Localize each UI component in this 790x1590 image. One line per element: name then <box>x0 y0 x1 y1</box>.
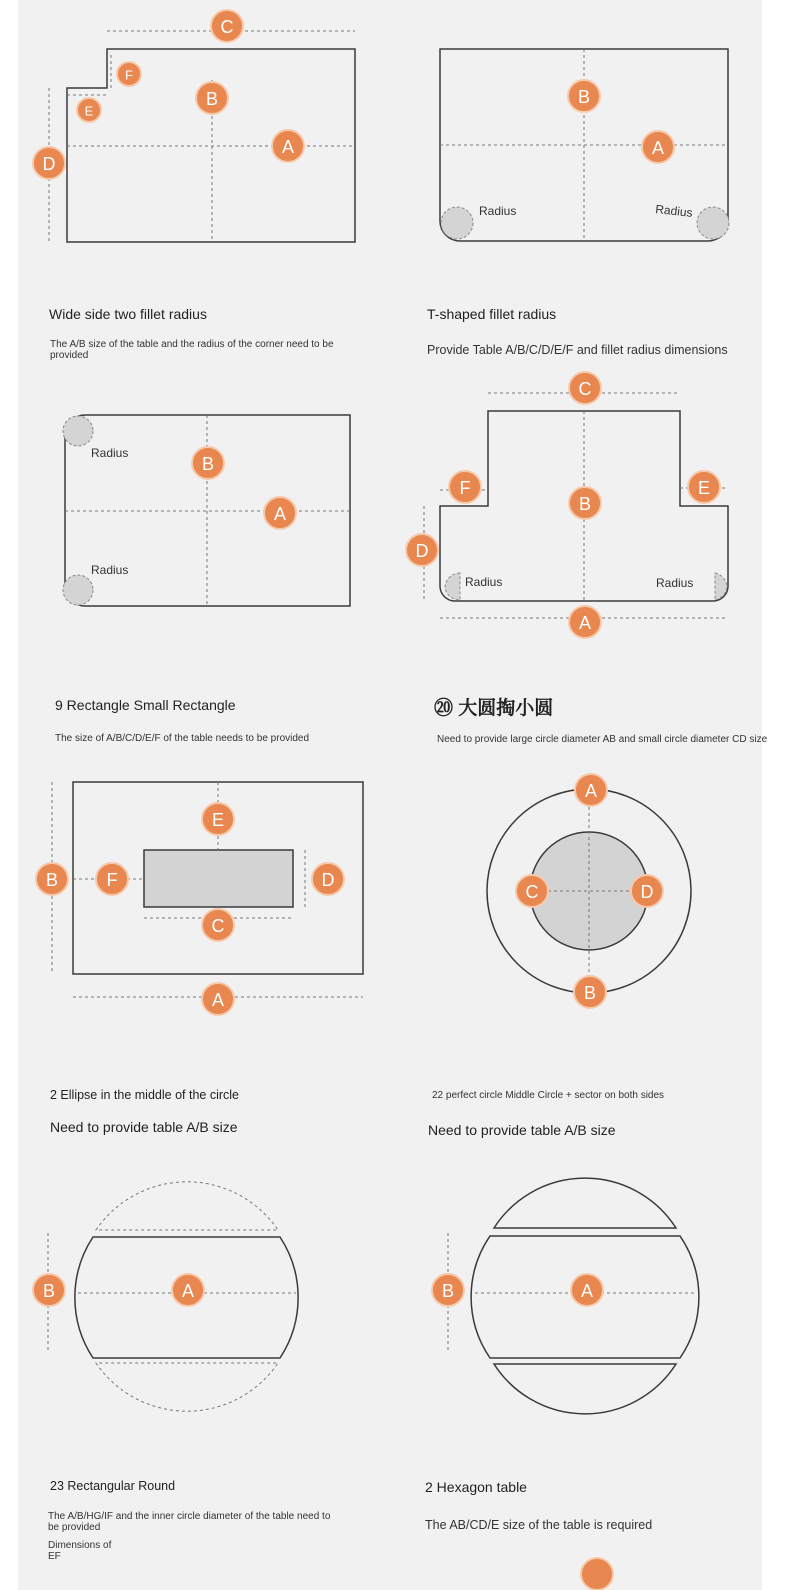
caption-extra: Dimensions of EF <box>48 1540 112 1562</box>
badge-a <box>569 606 601 638</box>
badge-a <box>642 131 674 163</box>
badge-label: E <box>697 478 711 498</box>
caption-desc: Need to provide table A/B size <box>428 1122 616 1138</box>
top-sector <box>96 1182 278 1230</box>
top-sector <box>494 1178 676 1228</box>
caption-title: 2 Ellipse in the middle of the circle <box>50 1088 239 1102</box>
badge-e <box>688 471 720 503</box>
badge-a <box>272 130 304 162</box>
caption-desc: Need to provide large circle diameter AB and small circle diameter CD size <box>437 734 768 745</box>
diagram-t-shape <box>406 372 728 638</box>
badge-c <box>211 10 243 42</box>
badge-label: A <box>651 138 665 158</box>
badge-label: D <box>415 541 429 561</box>
badge-label: C <box>525 882 539 902</box>
badge-label: A <box>211 990 225 1010</box>
radius-label: Radius <box>91 446 129 460</box>
diagram-wide-side <box>33 10 355 242</box>
diagram-ellipse-circle <box>33 1182 298 1411</box>
diagram-circle-in-circle <box>487 774 691 1008</box>
badge-d <box>631 875 663 907</box>
diagram-circle-sectors <box>432 1178 699 1414</box>
diagram-t-fillet <box>440 49 729 241</box>
badge-label: A <box>281 137 295 157</box>
badge-label: E <box>84 103 94 119</box>
badge-a <box>172 1274 204 1306</box>
badge-a <box>575 774 607 806</box>
radius-label: Radius <box>654 202 694 220</box>
badge-label: B <box>201 454 215 474</box>
caption-title: T-shaped fillet radius <box>427 306 557 322</box>
badge-b <box>432 1274 464 1306</box>
badge-c <box>516 875 548 907</box>
badge-label: B <box>577 87 591 107</box>
radius-label: Radius <box>465 575 503 589</box>
badge-e <box>77 98 101 122</box>
badge-e <box>202 803 234 835</box>
badge-label: F <box>125 67 133 83</box>
caption-title: 2 Hexagon table <box>425 1479 527 1495</box>
badge-d <box>33 147 65 179</box>
badge-c <box>569 372 601 404</box>
caption-desc: The AB/CD/E size of the table is required <box>425 1518 653 1532</box>
caption-title: 22 perfect circle Middle Circle + sector on both sides <box>432 1090 665 1101</box>
badge-label: D <box>42 154 56 174</box>
corner-radius-right <box>697 207 729 239</box>
corner-radius-left <box>441 207 473 239</box>
badge-label: F <box>459 478 471 498</box>
caption-desc: The size of A/B/C/D/E/F of the table needs to be provided <box>55 733 310 744</box>
corner-radius-bottom <box>63 575 93 605</box>
caption-desc: Provide Table A/B/C/D/E/F and fillet radius dimensions <box>427 343 728 357</box>
caption-title: 9 Rectangle Small Rectangle <box>55 697 236 713</box>
caption-desc: The A/B size of the table and the radius of the corner need to be provided <box>50 339 334 361</box>
badge-label: A <box>580 1281 594 1301</box>
bottom-sector <box>96 1363 278 1411</box>
badge-label: B <box>441 1281 455 1301</box>
badge-label: D <box>640 882 654 902</box>
badge-b <box>196 82 228 114</box>
badge-b <box>574 976 606 1008</box>
caption-desc: Need to provide table A/B size <box>50 1119 238 1135</box>
caption-title: 23 Rectangular Round <box>50 1479 176 1493</box>
caption-title: ⑳ 大圆掏小圆 <box>434 698 554 719</box>
badge-f <box>96 863 128 895</box>
badge-label: B <box>42 1281 56 1301</box>
radius-label: Radius <box>91 563 129 577</box>
corner-radius-top <box>63 416 93 446</box>
radius-label: Radius <box>656 576 694 590</box>
badge-label: B <box>45 870 59 890</box>
diagram-rect-small-rect <box>36 782 363 1015</box>
badge-label: B <box>205 89 219 109</box>
badge-label: D <box>321 870 335 890</box>
badge-label: B <box>583 983 597 1003</box>
caption-title: Wide side two fillet radius <box>49 306 207 322</box>
badge-label: E <box>211 810 225 830</box>
badge-label: C <box>211 916 225 936</box>
badge-d <box>312 863 344 895</box>
badge-b <box>569 487 601 519</box>
badge-f <box>449 471 481 503</box>
badge-label: B <box>578 494 592 514</box>
badge-partial <box>581 1558 613 1590</box>
badge-f <box>117 62 141 86</box>
badge-label: A <box>578 613 592 633</box>
badge-b <box>568 80 600 112</box>
radius-label: Radius <box>479 204 517 218</box>
diagram-left-fillet <box>63 415 350 606</box>
badge-label: A <box>584 781 598 801</box>
caption-desc: The A/B/HG/IF and the inner circle diameter of the table need to be provided <box>48 1511 331 1533</box>
badge-b <box>36 863 68 895</box>
badge-label: C <box>578 379 592 399</box>
inner-rectangle <box>144 850 293 907</box>
badge-label: A <box>273 504 287 524</box>
badge-a <box>264 497 296 529</box>
badge-b <box>33 1274 65 1306</box>
badge-a <box>202 983 234 1015</box>
badge-a <box>571 1274 603 1306</box>
badge-label: F <box>106 870 118 890</box>
corner-radius-left <box>445 573 460 600</box>
badge-label: A <box>181 1281 195 1301</box>
badge-d <box>406 534 438 566</box>
badge-b <box>192 447 224 479</box>
badge-c <box>202 909 234 941</box>
badge-label: C <box>220 17 234 37</box>
bottom-sector <box>494 1364 676 1414</box>
